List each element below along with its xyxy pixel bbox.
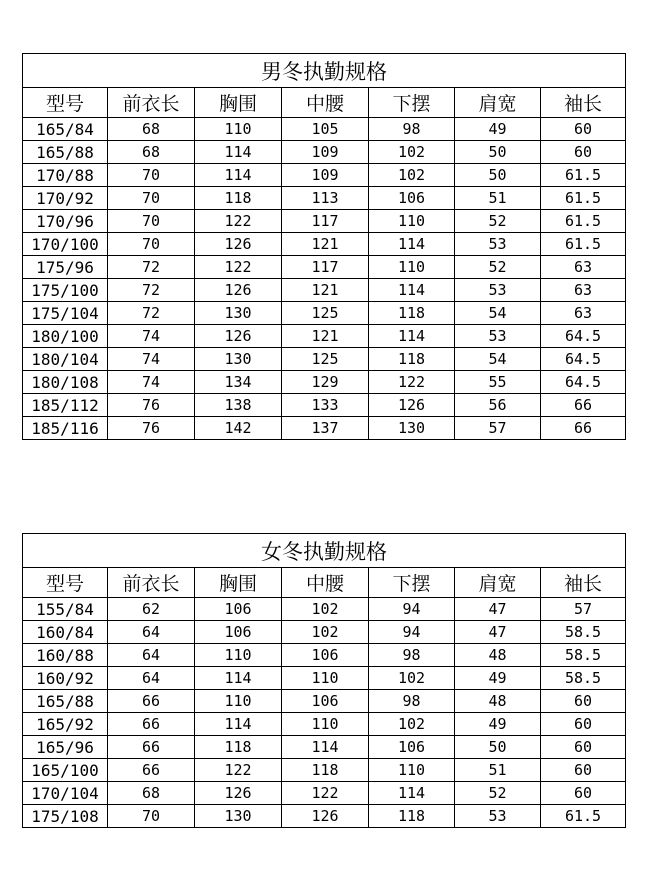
size-code-cell: 160/88	[23, 644, 108, 667]
measurement-cell: 50	[455, 164, 541, 187]
column-header: 肩宽	[455, 568, 541, 598]
measurement-cell: 98	[369, 690, 455, 713]
measurement-cell: 56	[455, 394, 541, 417]
measurement-cell: 118	[369, 348, 455, 371]
measurement-cell: 72	[108, 302, 195, 325]
measurement-cell: 129	[282, 371, 369, 394]
measurement-cell: 138	[195, 394, 282, 417]
table-body	[23, 598, 626, 828]
measurement-cell: 64.5	[541, 325, 626, 348]
measurement-cell: 110	[195, 690, 282, 713]
measurement-cell: 51	[455, 187, 541, 210]
table-row	[23, 644, 626, 667]
measurement-cell: 53	[455, 279, 541, 302]
measurement-cell: 66	[108, 713, 195, 736]
table-row	[23, 348, 626, 371]
measurement-cell: 114	[195, 141, 282, 164]
measurement-cell: 60	[541, 713, 626, 736]
table-row	[23, 759, 626, 782]
measurement-cell: 106	[195, 598, 282, 621]
measurement-cell: 49	[455, 667, 541, 690]
women-size-table	[22, 533, 626, 828]
measurement-cell: 121	[282, 279, 369, 302]
table-row	[23, 141, 626, 164]
column-header: 胸围	[195, 568, 282, 598]
measurement-cell: 64.5	[541, 348, 626, 371]
table-row	[23, 302, 626, 325]
table-title: 男冬执勤规格	[23, 54, 626, 88]
measurement-cell: 106	[369, 187, 455, 210]
measurement-cell: 105	[282, 118, 369, 141]
measurement-cell: 64	[108, 621, 195, 644]
measurement-cell: 66	[108, 736, 195, 759]
measurement-cell: 102	[369, 713, 455, 736]
measurement-cell: 52	[455, 256, 541, 279]
measurement-cell: 72	[108, 256, 195, 279]
measurement-cell: 64.5	[541, 371, 626, 394]
column-header: 袖长	[541, 568, 626, 598]
measurement-cell: 60	[541, 690, 626, 713]
measurement-cell: 61.5	[541, 187, 626, 210]
size-code-cell: 175/104	[23, 302, 108, 325]
measurement-cell: 61.5	[541, 164, 626, 187]
measurement-cell: 94	[369, 621, 455, 644]
measurement-cell: 137	[282, 417, 369, 440]
measurement-cell: 52	[455, 782, 541, 805]
size-code-cell: 185/116	[23, 417, 108, 440]
column-header: 肩宽	[455, 88, 541, 118]
measurement-cell: 48	[455, 644, 541, 667]
table-row	[23, 371, 626, 394]
measurement-cell: 134	[195, 371, 282, 394]
table-title-row	[23, 534, 626, 568]
measurement-cell: 110	[195, 118, 282, 141]
column-header: 中腰	[282, 568, 369, 598]
measurement-cell: 47	[455, 598, 541, 621]
measurement-cell: 47	[455, 621, 541, 644]
measurement-cell: 122	[282, 782, 369, 805]
measurement-cell: 118	[282, 759, 369, 782]
measurement-cell: 118	[195, 736, 282, 759]
measurement-cell: 125	[282, 348, 369, 371]
measurement-cell: 114	[369, 233, 455, 256]
size-code-cell: 170/96	[23, 210, 108, 233]
table-header-row	[23, 88, 626, 118]
measurement-cell: 60	[541, 118, 626, 141]
table-row	[23, 394, 626, 417]
measurement-cell: 106	[195, 621, 282, 644]
measurement-cell: 114	[369, 782, 455, 805]
measurement-cell: 114	[282, 736, 369, 759]
table-row	[23, 598, 626, 621]
measurement-cell: 110	[282, 713, 369, 736]
measurement-cell: 49	[455, 713, 541, 736]
measurement-cell: 133	[282, 394, 369, 417]
measurement-cell: 68	[108, 118, 195, 141]
measurement-cell: 106	[369, 736, 455, 759]
table-row	[23, 187, 626, 210]
table-row	[23, 233, 626, 256]
measurement-cell: 58.5	[541, 621, 626, 644]
table-row	[23, 621, 626, 644]
measurement-cell: 63	[541, 279, 626, 302]
measurement-cell: 126	[195, 782, 282, 805]
table-row	[23, 417, 626, 440]
measurement-cell: 68	[108, 782, 195, 805]
size-code-cell: 165/92	[23, 713, 108, 736]
measurement-cell: 110	[369, 210, 455, 233]
table-row	[23, 667, 626, 690]
measurement-cell: 64	[108, 644, 195, 667]
measurement-cell: 50	[455, 141, 541, 164]
measurement-cell: 54	[455, 348, 541, 371]
measurement-cell: 110	[195, 644, 282, 667]
measurement-cell: 126	[195, 279, 282, 302]
table-title-row	[23, 54, 626, 88]
measurement-cell: 74	[108, 325, 195, 348]
measurement-cell: 98	[369, 118, 455, 141]
measurement-cell: 121	[282, 233, 369, 256]
measurement-cell: 61.5	[541, 210, 626, 233]
measurement-cell: 114	[369, 325, 455, 348]
column-header: 胸围	[195, 88, 282, 118]
measurement-cell: 102	[369, 164, 455, 187]
measurement-cell: 49	[455, 118, 541, 141]
measurement-cell: 110	[369, 256, 455, 279]
size-code-cell: 155/84	[23, 598, 108, 621]
measurement-cell: 60	[541, 736, 626, 759]
column-header: 前衣长	[108, 568, 195, 598]
measurement-cell: 48	[455, 690, 541, 713]
measurement-cell: 66	[108, 690, 195, 713]
measurement-cell: 57	[541, 598, 626, 621]
measurement-cell: 60	[541, 759, 626, 782]
measurement-cell: 126	[282, 805, 369, 828]
measurement-cell: 66	[541, 417, 626, 440]
table-row	[23, 210, 626, 233]
size-code-cell: 165/88	[23, 141, 108, 164]
table-row	[23, 805, 626, 828]
measurement-cell: 63	[541, 302, 626, 325]
measurement-cell: 121	[282, 325, 369, 348]
measurement-cell: 53	[455, 325, 541, 348]
table-title: 女冬执勤规格	[23, 534, 626, 568]
measurement-cell: 61.5	[541, 805, 626, 828]
measurement-cell: 57	[455, 417, 541, 440]
measurement-cell: 70	[108, 164, 195, 187]
measurement-cell: 118	[369, 302, 455, 325]
measurement-cell: 66	[108, 759, 195, 782]
size-code-cell: 170/104	[23, 782, 108, 805]
measurement-cell: 74	[108, 371, 195, 394]
measurement-cell: 122	[195, 256, 282, 279]
table-row	[23, 256, 626, 279]
measurement-cell: 102	[369, 141, 455, 164]
measurement-cell: 114	[195, 164, 282, 187]
measurement-cell: 130	[195, 348, 282, 371]
size-code-cell: 165/100	[23, 759, 108, 782]
column-header: 前衣长	[108, 88, 195, 118]
table-row	[23, 736, 626, 759]
size-code-cell: 170/88	[23, 164, 108, 187]
measurement-cell: 76	[108, 394, 195, 417]
measurement-cell: 130	[195, 302, 282, 325]
measurement-cell: 102	[369, 667, 455, 690]
size-code-cell: 165/88	[23, 690, 108, 713]
measurement-cell: 74	[108, 348, 195, 371]
measurement-cell: 51	[455, 759, 541, 782]
column-header: 型号	[23, 568, 108, 598]
measurement-cell: 125	[282, 302, 369, 325]
table-header-row	[23, 568, 626, 598]
size-code-cell: 175/96	[23, 256, 108, 279]
measurement-cell: 122	[195, 759, 282, 782]
men-size-table	[22, 53, 626, 440]
table-row	[23, 118, 626, 141]
measurement-cell: 53	[455, 805, 541, 828]
measurement-cell: 72	[108, 279, 195, 302]
table-row	[23, 690, 626, 713]
measurement-cell: 109	[282, 164, 369, 187]
measurement-cell: 122	[369, 371, 455, 394]
size-code-cell: 170/100	[23, 233, 108, 256]
table-row	[23, 164, 626, 187]
measurement-cell: 126	[195, 233, 282, 256]
measurement-cell: 70	[108, 210, 195, 233]
measurement-cell: 114	[195, 667, 282, 690]
measurement-cell: 110	[282, 667, 369, 690]
measurement-cell: 113	[282, 187, 369, 210]
table-body	[23, 118, 626, 440]
measurement-cell: 68	[108, 141, 195, 164]
measurement-cell: 98	[369, 644, 455, 667]
size-code-cell: 180/108	[23, 371, 108, 394]
size-code-cell: 160/84	[23, 621, 108, 644]
column-header: 袖长	[541, 88, 626, 118]
measurement-cell: 109	[282, 141, 369, 164]
size-code-cell: 185/112	[23, 394, 108, 417]
measurement-cell: 110	[369, 759, 455, 782]
measurement-cell: 106	[282, 690, 369, 713]
column-header: 中腰	[282, 88, 369, 118]
measurement-cell: 66	[541, 394, 626, 417]
measurement-cell: 64	[108, 667, 195, 690]
table-row	[23, 325, 626, 348]
measurement-cell: 130	[369, 417, 455, 440]
measurement-cell: 62	[108, 598, 195, 621]
measurement-cell: 102	[282, 598, 369, 621]
measurement-cell: 60	[541, 782, 626, 805]
size-code-cell: 175/108	[23, 805, 108, 828]
measurement-cell: 122	[195, 210, 282, 233]
measurement-cell: 58.5	[541, 667, 626, 690]
measurement-cell: 55	[455, 371, 541, 394]
measurement-cell: 102	[282, 621, 369, 644]
measurement-cell: 58.5	[541, 644, 626, 667]
measurement-cell: 76	[108, 417, 195, 440]
measurement-cell: 118	[195, 187, 282, 210]
size-code-cell: 165/84	[23, 118, 108, 141]
measurement-cell: 106	[282, 644, 369, 667]
measurement-cell: 142	[195, 417, 282, 440]
measurement-cell: 63	[541, 256, 626, 279]
measurement-cell: 61.5	[541, 233, 626, 256]
measurement-cell: 53	[455, 233, 541, 256]
measurement-cell: 52	[455, 210, 541, 233]
measurement-cell: 114	[195, 713, 282, 736]
measurement-cell: 126	[369, 394, 455, 417]
measurement-cell: 117	[282, 210, 369, 233]
measurement-cell: 130	[195, 805, 282, 828]
size-code-cell: 165/96	[23, 736, 108, 759]
measurement-cell: 70	[108, 187, 195, 210]
size-code-cell: 170/92	[23, 187, 108, 210]
measurement-cell: 54	[455, 302, 541, 325]
column-header: 下摆	[369, 88, 455, 118]
measurement-cell: 50	[455, 736, 541, 759]
measurement-cell: 94	[369, 598, 455, 621]
measurement-cell: 117	[282, 256, 369, 279]
table-row	[23, 782, 626, 805]
column-header: 下摆	[369, 568, 455, 598]
size-code-cell: 180/100	[23, 325, 108, 348]
size-code-cell: 175/100	[23, 279, 108, 302]
measurement-cell: 118	[369, 805, 455, 828]
measurement-cell: 114	[369, 279, 455, 302]
size-code-cell: 180/104	[23, 348, 108, 371]
measurement-cell: 126	[195, 325, 282, 348]
table-row	[23, 279, 626, 302]
size-code-cell: 160/92	[23, 667, 108, 690]
column-header: 型号	[23, 88, 108, 118]
measurement-cell: 70	[108, 233, 195, 256]
table-row	[23, 713, 626, 736]
measurement-cell: 60	[541, 141, 626, 164]
measurement-cell: 70	[108, 805, 195, 828]
